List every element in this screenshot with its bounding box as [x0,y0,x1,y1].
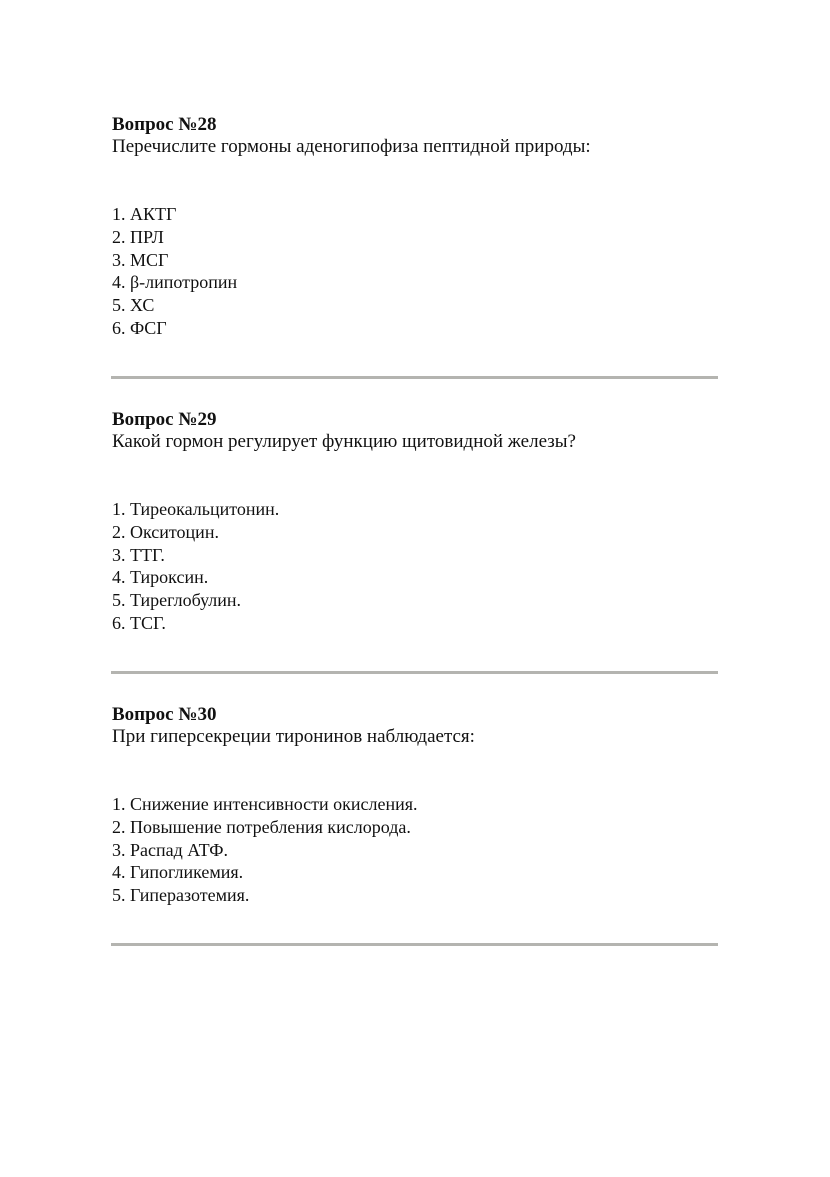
answer-item: 1. Тиреокальцитонин. [112,499,280,519]
answer-item: 2. ПРЛ [112,226,164,247]
question-28 [112,114,718,338]
answer-item: 6. ФСГ [112,317,167,338]
answer-item: 3. ТТГ. [112,544,165,565]
answer-list [112,203,237,340]
answer-item: 5. ХС [112,295,155,316]
divider [111,671,718,674]
answer-item: 4. Тироксин. [112,567,209,588]
answer-item: 3. Распад АТФ. [112,839,229,860]
question-title: Вопрос №28 [112,114,217,135]
answer-item: 4. β-липотропин [112,272,238,293]
answer-item: 4. Гипогликемия. [112,862,244,883]
answer-list [112,498,279,635]
question-text: При гиперсекреции тиронинов наблюдается: [112,726,475,747]
divider [111,376,718,379]
answer-list [112,793,418,907]
answer-item: 5. Гиперазотемия. [112,885,250,906]
question-30 [112,704,718,906]
answer-item: 3. МСГ [112,249,169,270]
answer-item: 1. АКТГ [112,204,177,224]
answer-item: 2. Повышение потребления кислорода. [112,816,411,837]
question-text: Какой гормон регулирует функцию щитовидной железы? [112,431,576,452]
divider [111,943,718,946]
answer-item: 2. Окситоцин. [112,521,219,542]
answer-item: 6. ТСГ. [112,612,166,633]
question-title: Вопрос №29 [112,409,217,430]
question-29 [112,409,718,633]
answer-item: 5. Тиреглобулин. [112,590,242,611]
answer-item: 1. Снижение интенсивности окисления. [112,794,418,814]
question-text: Перечислите гормоны аденогипофиза пептидной природы: [112,136,591,157]
question-title: Вопрос №30 [112,704,217,725]
